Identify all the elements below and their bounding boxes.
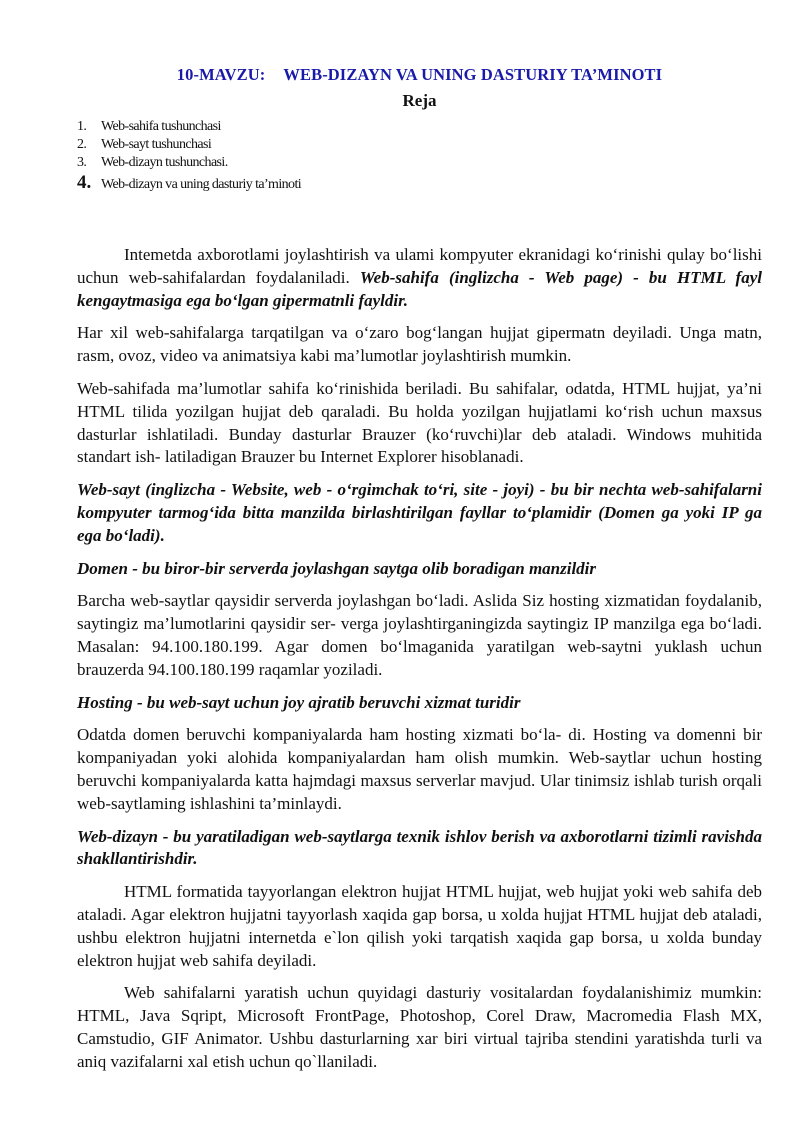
page-title <box>77 64 762 86</box>
plan-item-text: Web-dizayn tushunchasi. <box>101 155 228 170</box>
definition-hosting: Hosting - bu web-sayt uchun joy ajratib beruvchi xizmat turidir <box>77 692 521 712</box>
definition-web-page: Web-sahifa (inglizcha - Web page) - bu HTML fayl kengaytmasiga ega bo‘lgan gipermatnli fayldir. <box>77 267 762 310</box>
plan-item-text: Web-sayt tushunchasi <box>101 137 212 152</box>
plan-item-text: Web-sahifa tushunchasi <box>101 119 221 134</box>
plan-heading: Reja <box>402 91 437 110</box>
definition-website: Web-sayt (inglizcha - Website, web - o‘rgimchak to‘ri, site - joyi) - bu bir nechta web-sahifalarni kompyuter tarmog‘ida bitta manzilda birlashtirilgan fayllar to‘plamidir (Domen ga yoki IP ga ega bo‘ladi). <box>77 480 762 545</box>
plan-item <box>77 172 762 196</box>
plan-item-number: 4. <box>77 172 92 193</box>
plan-list <box>77 118 762 196</box>
paragraph-intro <box>77 244 762 312</box>
paragraph: Barcha web-saytlar qaysidir serverda joylashgan bo‘ladi. Aslida Siz hosting xizmatidan foydalanib, saytingiz ma’lumotlarini qaysidir ser- verga joylashtirganingizda saytingiz IP manzilga ega bo‘ladi. Masalan: 94.100.180.199. Agar domen bo‘lmaganida yaratilgan web-saytni yuklash uchun brauzerda 94.100.180.199 raqamlar yoziladi. <box>77 591 762 679</box>
definition-domain: Domen - bu biror-bir serverda joylashgan saytga olib boradigan manzildir <box>77 558 597 578</box>
document-body <box>77 244 762 1074</box>
topic-title: WEB-DIZAYN VA UNING DASTURIY TA’MINOTI <box>283 65 663 84</box>
plan-item-text: Web-dizayn va uning dasturiy ta’minoti <box>101 177 302 192</box>
definition-web-design: Web-dizayn - bu yaratiladigan web-saytlarga texnik ishlov berish va axborotlarni tizimli ravishda shakllantirishdir. <box>77 826 762 869</box>
topic-number: 10-MAVZU: <box>176 65 266 84</box>
plan-item-number: 1. <box>77 119 87 134</box>
plan-item-number: 2. <box>77 137 87 152</box>
plan-item <box>77 154 762 172</box>
document-page <box>77 64 762 1084</box>
paragraph: Har xil web-sahifalarga tarqatilgan va o‘zaro bog‘langan hujjat gipermatn deyiladi. Unga matn, rasm, ovoz, video va animatsiya kabi ma’lumotlar joylashtirish mumkin. <box>77 323 762 366</box>
paragraph: HTML formatida tayyorlangan elektron hujjat HTML hujjat, web hujjat yoki web sahifa deb ataladi. Agar elektron hujjatni tayyorlash xaqida gap borsa, u xolda hujjat HTML hujjat deb ataladi, ushbu elektron hujjatni internetda e`lon qilish yoki tarqatish xaqida gap borsa, u xolda bunday elektron hujjat web sahifa deyiladi. <box>77 882 762 970</box>
paragraph-text: Intemetda axborotlami joylashtirish va ulami kompyuter ekranidagi ko‘rinishi qulay bo‘lishi uchun web-sahifalardan foydalaniladi. <box>77 245 762 287</box>
paragraph: Odatda domen beruvchi kompaniyalarda ham hosting xizmati bo‘la- di. Hosting va domenni bir kompaniyadan yoki alohida kompaniyalardan ham olish mumkin. Web-saytlar uchun hosting beruvchi kompaniyalarda katta hajmdagi maxsus serverlar mavjud. Ular tinimsiz ishlab turish orqali web-saytlaming ishlashini ta’minlaydi. <box>77 725 762 813</box>
paragraph: Web-sahifada ma’lumotlar sahifa ko‘rinishida beriladi. Bu sahifalar, odatda, HTML hujjat, ya’ni HTML tilida yozilgan hujjat deb qaraladi. Bu holda yozilgan hujjatlami ko‘rish uchun maxsus dasturlar ishlatiladi. Bunday dasturlar Brauzer (ko‘ruvchi)lar deb ataladi. Windows muhitida standart ish- latiladigan Brauzer bu Internet Explorer hisoblanadi. <box>77 378 762 467</box>
plan-item-number: 3. <box>77 155 87 170</box>
plan-item <box>77 118 762 136</box>
plan-item <box>77 136 762 154</box>
paragraph: Web sahifalarni yaratish uchun quyidagi dasturiy vositalardan foydalanishimiz mumkin: HTML, Java Sqript, Microsoft FrontPage, Photoshop, Corel Draw, Macromedia Flash MX, Camstudio, GIF Animator. Ushbu dasturlarning xar biri virtual tajriba stendini yaratishda turli va aniq vazifalarni xal etish uchun qo`llaniladi. <box>77 983 762 1071</box>
